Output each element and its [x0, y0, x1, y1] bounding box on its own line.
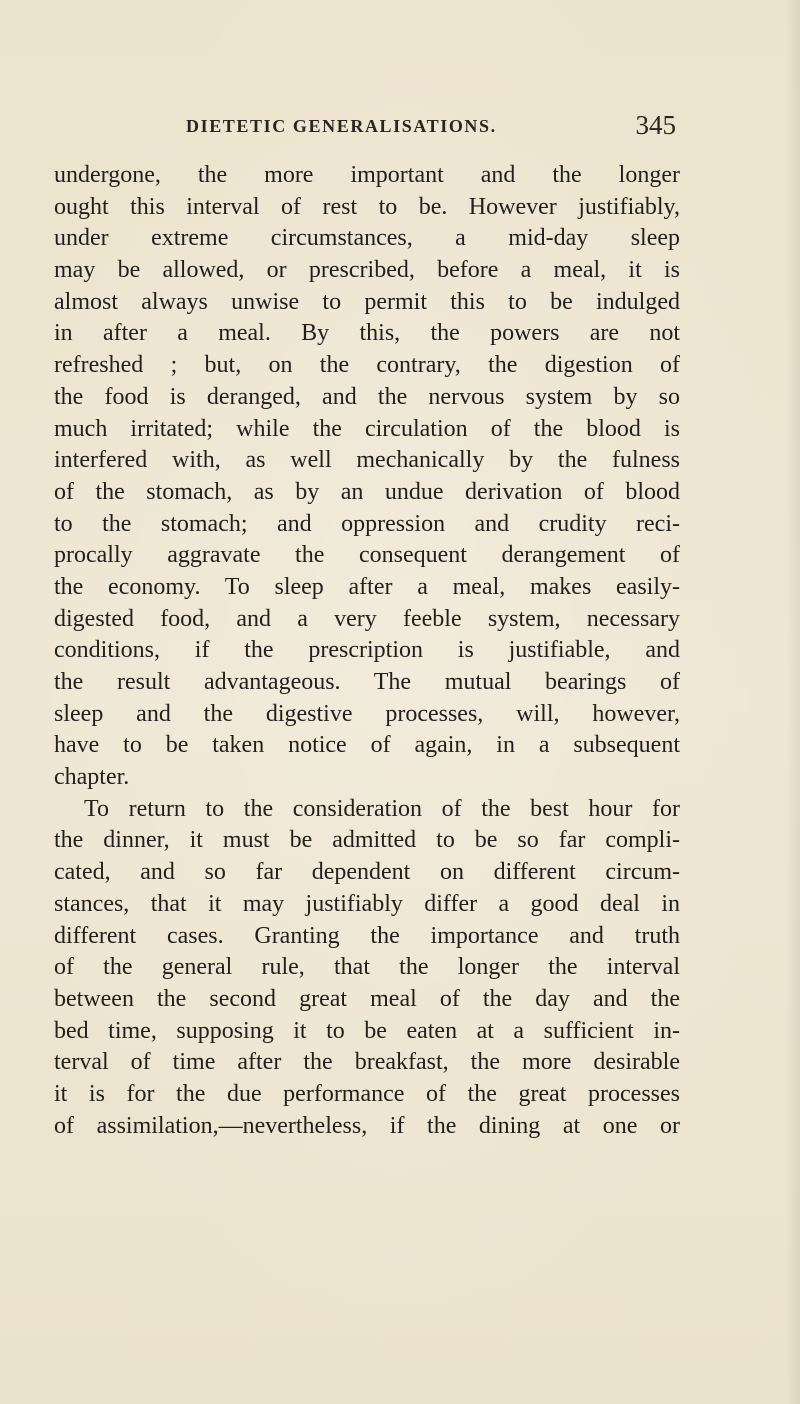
text-line: much irritated; while the circulation of the blood is	[54, 415, 680, 442]
text-line: refreshed ; but, on the contrary, the digestion of	[54, 352, 680, 379]
text-line: undergone, the more important and the longer	[54, 162, 680, 188]
text-line: the dinner, it must be admitted to be so far compli-	[54, 827, 680, 854]
running-head	[186, 110, 676, 140]
text-line: stances, that it may justifiably differ a good deal in	[54, 890, 680, 917]
text-line: the food is deranged, and the nervous system by so	[54, 383, 680, 410]
text-line: different cases. Granting the importance and truth	[54, 922, 680, 949]
text-line: of the general rule, that the longer the interval	[54, 954, 680, 981]
text-line: interfered with, as well mechanically by the fulness	[54, 447, 680, 474]
text-line: the result advantageous. The mutual bearings of	[54, 669, 680, 695]
text-line: terval of time after the breakfast, the more desirable	[54, 1049, 680, 1076]
text-line: ought this interval of rest to be. However justifiably,	[54, 193, 680, 220]
text-line: of the stomach, as by an undue derivation of blood	[54, 478, 680, 505]
paragraph-end-line: chapter.	[54, 764, 130, 791]
text-line: procally aggravate the consequent derangement of	[54, 542, 680, 569]
page-edge-shadow	[786, 0, 800, 1404]
paragraph-start-line: To return to the consideration of the best hour for	[84, 795, 680, 822]
text-line: bed time, supposing it to be eaten at a sufficient in-	[54, 1017, 680, 1044]
text-line: under extreme circumstances, a mid-day sleep	[54, 225, 680, 252]
text-line: conditions, if the prescription is justifiable, and	[54, 637, 680, 664]
text-line: to the stomach; and oppression and crudity reci-	[54, 510, 680, 537]
text-line: sleep and the digestive processes, will, however,	[54, 700, 680, 727]
page-number: 345	[635, 110, 676, 140]
text-line: it is for the due performance of the great processes	[54, 1080, 680, 1107]
text-line: in after a meal. By this, the powers are not	[54, 320, 680, 347]
text-line: cated, and so far dependent on different circum-	[54, 859, 680, 886]
running-title: DIETETIC GENERALISATIONS.	[186, 116, 497, 136]
text-line: almost always unwise to permit this to be indulged	[54, 288, 680, 315]
body-text	[54, 160, 680, 1142]
text-line: the economy. To sleep after a meal, makes easily-	[54, 573, 680, 600]
text-line: have to be taken notice of again, in a subsequent	[54, 732, 680, 759]
text-line: between the second great meal of the day and the	[54, 985, 680, 1012]
text-line: digested food, and a very feeble system, necessary	[54, 605, 680, 632]
text-line: of assimilation,—nevertheless, if the dining at one or	[54, 1112, 680, 1139]
text-line: may be allowed, or prescribed, before a meal, it is	[54, 257, 680, 284]
